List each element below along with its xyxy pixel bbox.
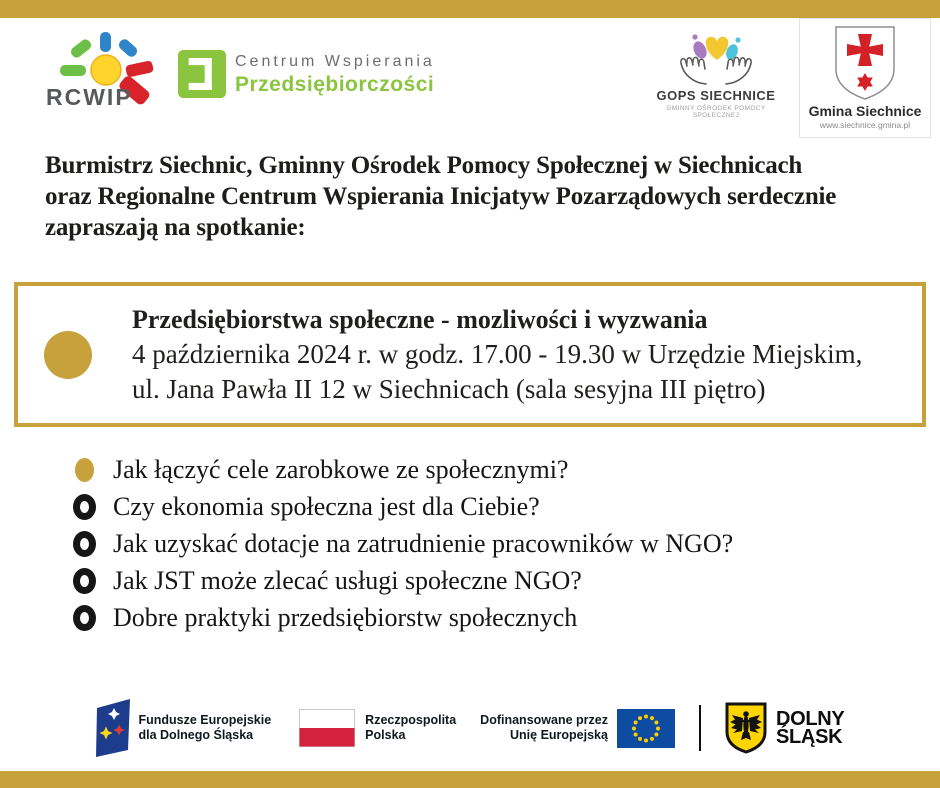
event-location: ul. Jana Pawła II 12 w Siechnicach (sala sesyjna III piętro) bbox=[132, 374, 766, 404]
gops-title: GOPS SIECHNICE bbox=[656, 88, 776, 103]
cofunded-line1: Dofinansowane przez bbox=[480, 712, 608, 727]
poland-flag-icon bbox=[299, 709, 355, 747]
cofunded-eu-logo bbox=[480, 709, 675, 748]
eu-flag-icon bbox=[617, 709, 675, 748]
poland-line2: Polska bbox=[365, 728, 406, 742]
bottom-gold-bar bbox=[0, 771, 940, 788]
cwp-line1: Centrum Wspierania bbox=[235, 53, 435, 70]
rcwip-logo bbox=[46, 30, 158, 108]
list-item-text: Jak łączyć cele zarobkowe ze społecznymi? bbox=[113, 454, 569, 484]
eu-funds-flag-icon bbox=[96, 699, 130, 757]
list-item bbox=[70, 456, 733, 483]
gmina-title: Gmina Siechnice bbox=[808, 103, 922, 119]
list-item bbox=[70, 530, 733, 557]
list-item-text: Czy ekonomia społeczna jest dla Ciebie? bbox=[113, 491, 540, 521]
cwp-line2: Przedsiębiorczości bbox=[235, 73, 435, 96]
cwp-door-icon bbox=[178, 50, 226, 98]
gops-logo bbox=[650, 27, 782, 119]
dolny-slask-logo bbox=[725, 702, 845, 754]
intro-line: Burmistrz Siechnic, Gminny Ośrodek Pomocy Społecznej w Siechnicach bbox=[45, 152, 803, 179]
intro-line: zapraszają na spotkanie: bbox=[45, 214, 306, 241]
gmina-subtitle: www.siechnice.gmina.pl bbox=[819, 120, 911, 130]
list-item bbox=[70, 493, 733, 520]
gold-bullet-icon bbox=[75, 458, 94, 482]
footer-divider bbox=[699, 705, 701, 751]
rcwip-sun-icon bbox=[46, 30, 158, 108]
list-item-text: Jak JST może zlecać usługi społeczne NGO? bbox=[113, 565, 582, 595]
list-item bbox=[70, 604, 733, 631]
gops-hands-icon bbox=[650, 27, 782, 87]
ring-bullet-icon bbox=[73, 531, 96, 557]
list-item-text: Jak uzyskać dotacje na zatrudnienie pracowników w NGO? bbox=[113, 528, 734, 558]
region-line1: DOLNY bbox=[775, 708, 845, 730]
ring-bullet-icon bbox=[73, 494, 96, 520]
rcwip-label: RCWIP bbox=[46, 84, 133, 108]
gold-dot-icon bbox=[44, 331, 92, 379]
gops-subtitle: GMINNY OŚRODEK POMOCY SPOŁECZNEJ bbox=[666, 105, 766, 119]
cofunded-line2: Unię Europejską bbox=[510, 728, 608, 742]
eu-funds-line1: Fundusze Europejskie bbox=[138, 712, 272, 727]
cwp-logo bbox=[178, 50, 435, 98]
region-line2: ŚLĄSK bbox=[775, 726, 843, 748]
ring-bullet-icon bbox=[73, 605, 96, 631]
poland-logo bbox=[299, 709, 456, 747]
poland-line1: Rzeczpospolita bbox=[365, 712, 457, 727]
gmina-siechnice-logo bbox=[799, 18, 931, 138]
event-title: Przedsiębiorstwa społeczne - mozliwości i wyzwania bbox=[132, 305, 708, 334]
dolny-slask-eagle-icon bbox=[725, 702, 767, 754]
ring-bullet-icon bbox=[73, 568, 96, 594]
eu-funds-line2: dla Dolnego Śląska bbox=[138, 728, 254, 742]
agenda-list bbox=[70, 456, 733, 641]
top-gold-bar bbox=[0, 0, 940, 18]
intro-heading bbox=[45, 150, 925, 243]
event-details-box bbox=[14, 282, 926, 427]
siechnice-coat-of-arms-icon bbox=[832, 25, 898, 101]
footer-logo-strip bbox=[0, 697, 940, 759]
list-item bbox=[70, 567, 733, 594]
list-item-text: Dobre praktyki przedsiębiorstw społecznych bbox=[113, 602, 578, 632]
intro-line: oraz Regionalne Centrum Wspierania Inicjatyw Pozarządowych serdecznie bbox=[45, 183, 837, 210]
event-datetime: 4 października 2024 r. w godz. 17.00 - 19.30 w Urzędzie Miejskim, bbox=[132, 339, 863, 369]
eu-funds-logo bbox=[96, 699, 272, 757]
